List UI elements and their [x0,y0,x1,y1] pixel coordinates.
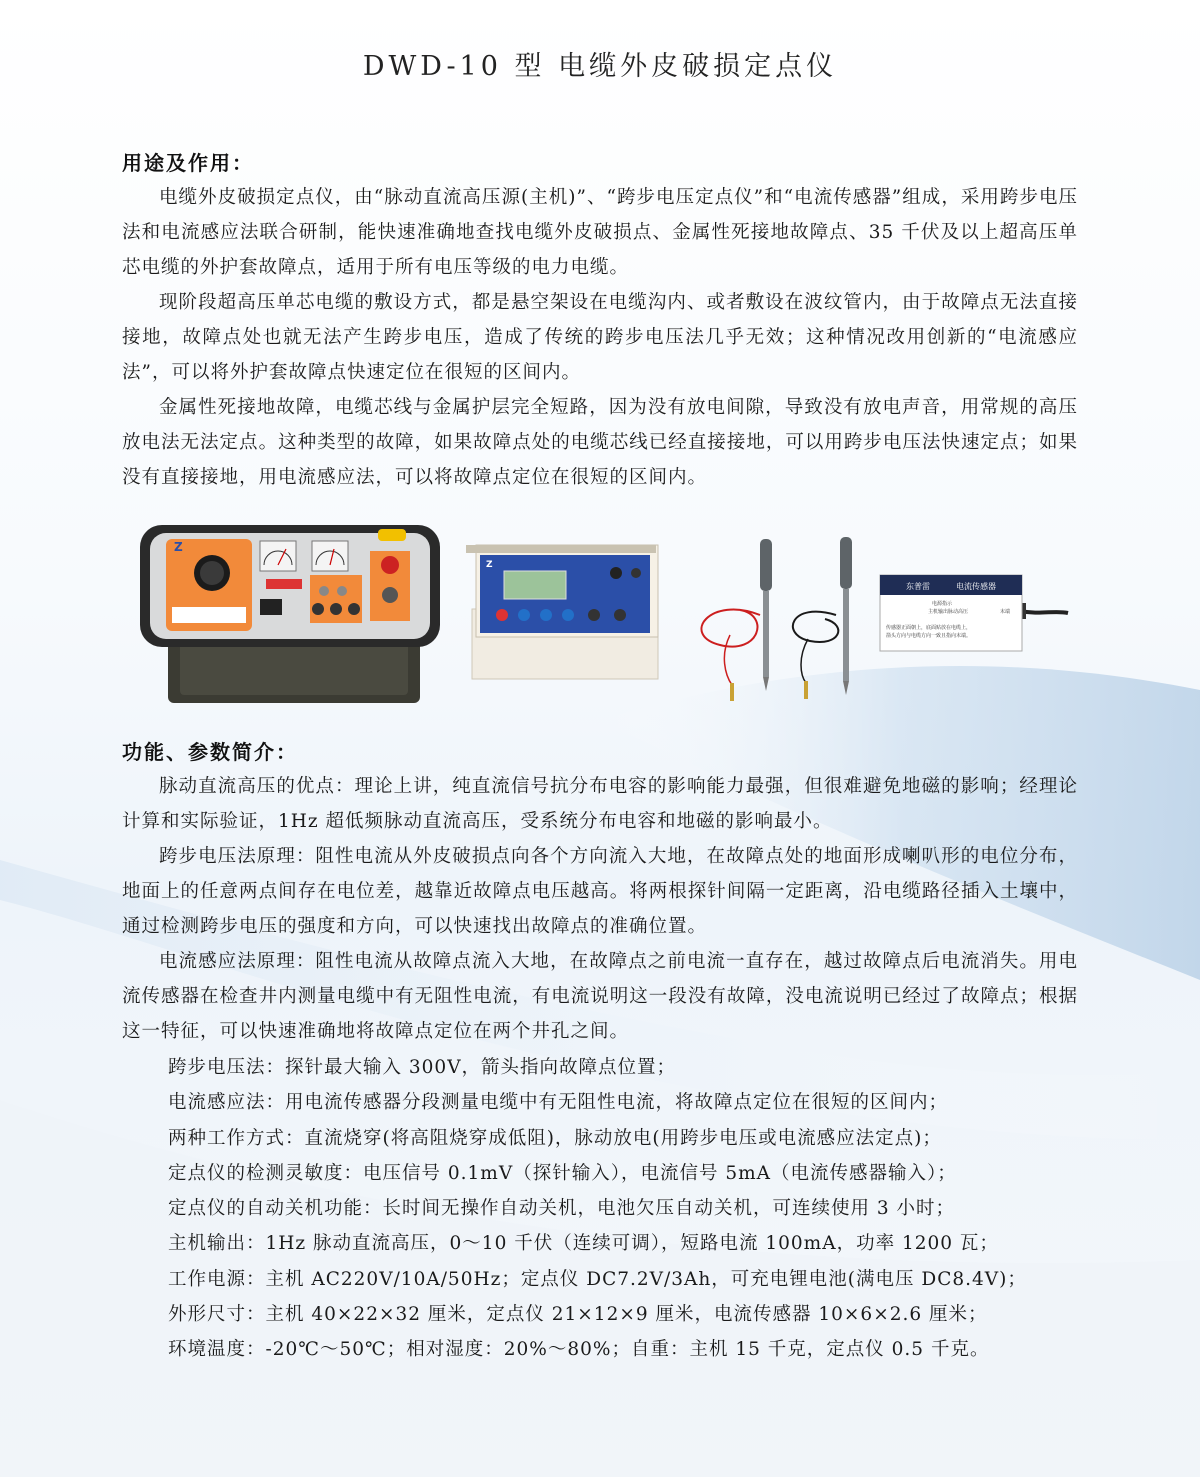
current-sensor-image [880,575,1068,651]
section-heading-features: 功能、参数简介： [122,740,298,764]
locator-image [466,545,658,679]
features-paragraph: 跨步电压法原理：阻性电流从外皮破损点向各个方向流入大地，在故障点处的地面形成喇叭形的电位分布，地面上的任意两点间存在电位差，越靠近故障点电压越高。将两根探针间隔一定距离，沿电缆路径插入土壤中，通过检测跨步电压的强度和方向，可以快速找出故障点的准确位置。 [122,846,1078,937]
features-paragraph: 电流感应法原理：阻性电流从故障点流入大地，在故障点之前电流一直存在，越过故障点后电流消失。用电流传感器在检查井内测量电缆中有无阻性电流，有电流说明这一段没有故障，没电流说明已经过了故障点；根据这一特征，可以快速准确地将故障点定位在两个井孔之间。 [122,951,1078,1042]
spec-item: 跨步电压法：探针最大输入 300V，箭头指向故障点位置； [168,1057,677,1078]
main-unit-image [140,525,440,703]
spec-item: 外形尺寸：主机 40×22×32 厘米，定点仪 21×12×9 厘米，电流传感器 10×6×2.6 厘米； [168,1304,988,1326]
spec-item: 主机输出：1Hz 脉动直流高压，0～10 千伏（连续可调），短路电流 100mA，功率 1200 瓦； [168,1233,999,1255]
features-paragraphs [122,769,1078,1049]
probes-image [701,537,852,701]
sensor-title: 电流传感器 [956,582,996,591]
sensor-note: 箭头方向与电缆方向一致且指向末端。 [886,633,972,639]
sensor-small-label: 主机输出脉动高压 [928,609,969,615]
sensor-small-label: 末端 [1000,609,1011,615]
spec-item: 定点仪的自动关机功能：长时间无操作自动关机，电池欠压自动关机，可连续使用 3 小时； [168,1198,956,1220]
spec-item: 环境温度：-20℃～50℃；相对湿度：20%～80%；自重：主机 15 千克，定点仪 0.5 千克。 [168,1339,990,1361]
spec-item: 定点仪的检测灵敏度：电压信号 0.1mV（探针输入），电流信号 5mA（电流传感器输入）； [168,1162,957,1184]
usage-paragraph: 金属性死接地故障，电缆芯线与金属护层完全短路，因为没有放电间隙，导致没有放电声音，用常规的高压放电法无法定点。这种类型的故障，如果故障点处的电缆芯线已经直接接地，可以用跨步电压法快速定点；如果没有直接接地，用电流感应法，可以将故障点定位在很短的区间内。 [122,397,1078,488]
locator-brand-icon: Z [486,560,493,570]
spec-item: 工作电源：主机 AC220V/10A/50Hz；定点仪 DC7.2V/3Ah，可充电锂电池(满电压 DC8.4V)； [168,1268,1027,1290]
sensor-note: 传感器正面朝上，底面贴放在电缆上， [886,625,972,631]
usage-paragraph: 电缆外皮破损定点仪，由“脉动直流高压源(主机)”、“跨步电压定点仪”和“电流传感器”组成，采用跨步电压法和电流感应法联合研制，能快速准确地查找电缆外皮破损点、金属性死接地故障点、35 千伏及以上超高压单芯电缆的外护套故障点，适用于所有电压等级的电力电缆。 [122,187,1078,278]
sensor-brand-logo: 东普雷 [906,582,930,591]
page-title: DWD-10 型 电缆外皮破损定点仪 [362,51,838,82]
usage-paragraph: 现阶段超高压单芯电缆的敷设方式，都是悬空架设在电缆沟内、或者敷设在波纹管内，由于故障点无法直接接地，故障点处也就无法产生跨步电压，造成了传统的跨步电压法几乎无效；这种情况改用创新的“电流感应法”，可以将外护套故障点快速定位在很短的区间内。 [122,292,1078,383]
section-heading-usage: 用途及作用： [122,151,254,175]
spec-item: 两种工作方式：直流烧穿(将高阻烧穿成低阻)，脉动放电(用跨步电压或电流感应法定点)； [168,1127,942,1149]
product-photos [120,515,1080,710]
main-unit-brand-icon: Z [174,540,183,554]
spec-item: 电流感应法：用电流传感器分段测量电缆中有无阻性电流，将故障点定位在很短的区间内； [168,1092,949,1114]
sensor-small-label: 电源指示 [932,601,953,607]
usage-paragraphs [122,180,1078,495]
spec-list [168,1050,1068,1368]
features-paragraph: 脉动直流高压的优点：理论上讲，纯直流信号抗分布电容的影响能力最强，但很难避免地磁的影响；经理论计算和实际验证，1Hz 超低频脉动直流高压，受系统分布电容和地磁的影响最小。 [122,776,1078,832]
